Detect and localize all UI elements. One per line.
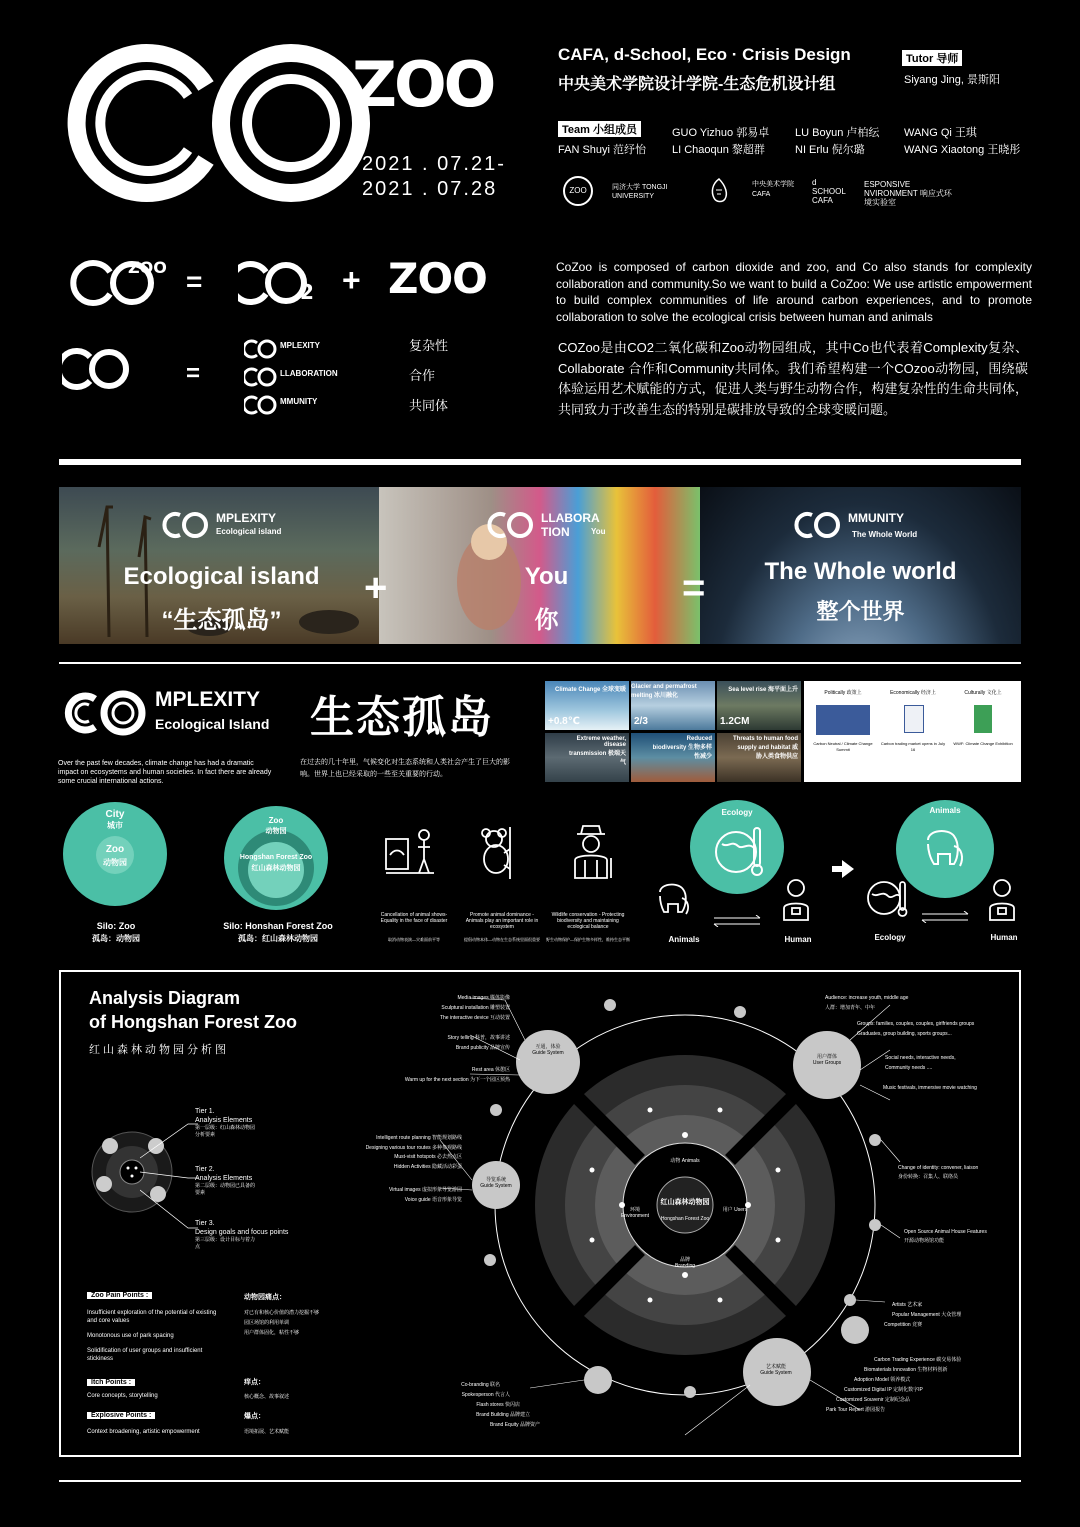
- diagram-center-en: Hongshan Forest Zoo: [660, 1216, 710, 1222]
- formula-lhs-zoo: ZOO: [128, 258, 167, 277]
- formula-equals: =: [186, 266, 203, 297]
- team-member: LI Chaoqun 黎超群: [672, 144, 765, 156]
- banner-logo-community: [792, 508, 932, 542]
- tier-desc: Analysis Elements: [195, 1175, 253, 1182]
- bidirectional-arrow-icon: [920, 910, 970, 922]
- banner-title-cn: 你: [534, 607, 559, 634]
- stage-caption-cn: 提倡动物本体—动物在生态系统里面很重要: [464, 937, 540, 942]
- action-text: WWF: Climate Change Exhibition: [953, 741, 1013, 746]
- silo-outer-label-cn: 城市: [107, 821, 123, 830]
- partner-logo-responsive: ESPONSIVE NVIRONMENT 响应式环境实验室: [864, 180, 952, 207]
- globe-thermometer-icon: [710, 820, 766, 882]
- annotation: Customized Souvenir 定制纪念品: [836, 1397, 910, 1403]
- action-text: Carbon trading market opens in July 16: [880, 741, 946, 752]
- formula-item-cn: 合作: [409, 368, 436, 383]
- formula-zoo: ZOO: [388, 254, 487, 303]
- diagram-ring-label: 用户 Users: [722, 1207, 748, 1213]
- complexity-text-en: Over the past few decades, climate change has had a dramatic impact on ecosystems and human societies. In fact there are already some crucial international actions.: [58, 760, 272, 785]
- arrow-right-icon: [832, 860, 854, 878]
- node-cn: 用户群体: [816, 1054, 837, 1060]
- banner-sub: You: [591, 527, 606, 536]
- analysis-title-line2: of Hongshan Forest Zoo: [89, 1012, 297, 1032]
- annotation-group-left-top: [340, 993, 510, 1085]
- person-icon: [986, 878, 1018, 922]
- tier-cn: 第一层级：红山森林动物园分析要素: [195, 1125, 256, 1138]
- thumb-title: Extreme weather, disease transmission 极端天气: [568, 736, 626, 766]
- climate-thumb: [631, 733, 715, 782]
- diagram-node-label: [746, 1363, 806, 1376]
- tier-name: Tier 1.: [195, 1108, 215, 1115]
- thumb-title: Sea level rise 海平面上升: [728, 687, 798, 693]
- date-start: 2021 . 07.21-: [362, 153, 506, 175]
- analysis-title-cn: 红山森林动物园分析图: [89, 1044, 229, 1056]
- person-icon: [780, 878, 812, 922]
- annotation-group-right-bottom: [826, 1300, 1020, 1415]
- team-label: Team 小组成员: [558, 121, 641, 137]
- annotation: Must-visit hotspots 必去热点区: [394, 1154, 462, 1160]
- pain-point: Insufficient exploration of the potential of existing and core values: [87, 1310, 217, 1324]
- tutor-label: Tutor 导师: [902, 50, 962, 66]
- tier-name: Tier 2.: [195, 1166, 215, 1173]
- team-member: LU Boyun 卢柏纭: [795, 127, 880, 139]
- silo-caption: Silo: Zoo: [96, 921, 136, 931]
- explosive-points-cn: 语境拓展、艺术赋能: [244, 1429, 290, 1435]
- annotation: Sculptural installation 雕塑装置: [441, 1005, 510, 1011]
- annotation-group-left-bottom: [410, 1380, 540, 1430]
- annotation: Rest area 休憩区: [471, 1067, 510, 1073]
- itch-label: Itch Points :: [87, 1379, 135, 1386]
- itch-points: Core concepts, storytelling: [87, 1393, 158, 1399]
- silo-caption-cn: 孤岛：动物园: [92, 934, 140, 943]
- partner-logo-dschool: d SCHOOL CAFA: [812, 178, 846, 205]
- formula-item-suffix: MPLEXITY: [280, 341, 321, 350]
- formula-item-collaboration: [244, 366, 404, 388]
- elephant-icon: [922, 824, 970, 872]
- itch-label-cn: 痒点：: [244, 1379, 265, 1386]
- annotation: Carbon Trading Experience 碳交易体验: [874, 1357, 962, 1363]
- team-member: GUO Yizhuo 郭易卓: [672, 127, 770, 139]
- pain-point-cn: 用户群体固化，粘性不够: [244, 1330, 300, 1336]
- diagram-ring-label: 环境 Environment: [620, 1207, 650, 1219]
- stage-caption-cn: 野生动物保护—保护生物多样性，维持生态平衡: [546, 937, 630, 942]
- formula-item-cn: 复杂性: [409, 338, 449, 353]
- annotation: Media images 媒体影像: [457, 995, 510, 1001]
- node-cn: 导览系统: [485, 1177, 506, 1183]
- zookeeper-icon: [565, 824, 617, 882]
- action-image: [816, 705, 870, 735]
- team-member: FAN Shuyi 范纾怡: [558, 144, 647, 156]
- annotation: The interactive device 互动装置: [439, 1015, 510, 1021]
- silo-inner-label: Zoo: [105, 844, 125, 855]
- bidirectional-arrow-icon: [712, 914, 762, 926]
- annotation: Music festivals, immersive movie watching: [883, 1085, 977, 1091]
- banner-operator-equals: =: [682, 566, 706, 610]
- action-title: Economically 经济上: [890, 690, 936, 696]
- banner-suffix: MMUNITY: [848, 511, 904, 525]
- relation-top-label: Animals: [929, 806, 961, 815]
- annotation: Park Tour Report 游园报告: [826, 1407, 886, 1413]
- itch-points-cn: 核心概念、故事叙述: [244, 1394, 290, 1400]
- formula-item-suffix: MMUNITY: [280, 397, 318, 406]
- intro-en: CoZoo is composed of carbon dioxide and zoo, and Co also stands for complexity collaboration and community.So we want to build a CoZoo: We use artistic empowerment to build complex communities of life around carbon experiences, and to promote collaboration to solve the ecological crisis between human and animals: [556, 260, 1032, 324]
- international-actions-panel: [804, 681, 1021, 782]
- relation-top-label: Ecology: [721, 808, 753, 817]
- action-title: Politically 政策上: [824, 690, 862, 696]
- annotation-group-left-mid: [330, 1134, 462, 1205]
- divider: [59, 1480, 1021, 1482]
- silo-outer-label: City: [105, 809, 125, 820]
- annotation: Change of identity: convener, liaison: [898, 1165, 979, 1171]
- banner-title: Ecological island: [123, 563, 320, 590]
- stage-caption-cn: 取消动物表演—灾难面前平等: [388, 937, 440, 942]
- silo-inner-label-cn: 红山森林动物园: [251, 865, 301, 872]
- silo-inner-label: Hongshan Forest Zoo: [239, 854, 313, 861]
- thumb-value: 1.2CM: [720, 716, 750, 727]
- tier-label: [195, 1165, 259, 1197]
- tier-cn: 第三层级：设计目标与着力点: [195, 1237, 256, 1250]
- thumb-title: Reduced biodiversity 生物多样性减少: [652, 736, 712, 760]
- silo-zoo-hongshan-diagram: [224, 806, 328, 910]
- annotation: Groups: families, couples, couples, girlfriends groups: [857, 1021, 975, 1027]
- banner-title-cn: “生态孤岛”: [161, 607, 282, 634]
- annotation: Social needs, interactive needs,: [885, 1055, 956, 1061]
- diagram-center-cn: 红山森林动物园: [660, 1199, 710, 1206]
- tier-cn: 第二层级：动物园已具备的要素: [195, 1183, 256, 1196]
- node-en: Guide System: [532, 1050, 564, 1056]
- annotation: 人群：增加青年、中年: [825, 1005, 876, 1011]
- silo-outer-label-cn: 动物园: [265, 828, 287, 835]
- banner-operator-plus: +: [364, 566, 388, 610]
- elephant-icon: [654, 878, 694, 918]
- formula-item-community: [244, 394, 404, 416]
- annotation: Co-branding 联名: [461, 1382, 500, 1388]
- stage-caption: Wildlife conservation - Protecting biodiversity and maintaining ecological balance: [551, 912, 625, 930]
- main-logo: [56, 38, 376, 208]
- analysis-title-line1: Analysis Diagram: [89, 988, 241, 1008]
- node-en: User Groups: [812, 1060, 842, 1066]
- logo-zoo: ZOO: [352, 48, 494, 121]
- pain-point-cn: 园区场馆的利用单调: [244, 1320, 290, 1326]
- tier-desc: Analysis Elements: [195, 1117, 253, 1124]
- thumb-title: Threats to human food supply and habitat 威胁人类食物供应: [733, 736, 798, 760]
- climate-thumb: [545, 733, 629, 782]
- partner-logo-tongji: 同济大学 TONGJI UNIVERSITY: [612, 184, 668, 200]
- intro-cn: COZoo是由CO2二氧化碳和Zoo动物园组成，其中Co也代表着Complexity复杂、Collaborate 合作和Community共同体。我们希望构建一个COzoo动物园，围绕碳体验运用艺术赋能的方式，促进人类与野生动物合作，构建复杂性的生命共同体，共同致力于改善生态的特别是碳排放导致的全球变暖问题。: [558, 340, 1028, 417]
- annotation: Designing various tour routes 多种参观路线: [365, 1144, 462, 1151]
- banner-logo-collaboration: [485, 508, 625, 542]
- annotation: Community needs ....: [885, 1065, 933, 1071]
- thumb-title: Glacier and permafrost melting 冰川融化: [631, 684, 697, 699]
- banner-title-cn: 整个世界: [816, 599, 905, 624]
- relation-left-label: Ecology: [874, 933, 906, 942]
- annotation: Open Source Animal House Features: [904, 1229, 987, 1235]
- tier-legend-connectors: [140, 1110, 200, 1240]
- action-title: Culturally 文化上: [964, 690, 1002, 696]
- annotation: Hidden Activities 隐藏活动彩蛋: [393, 1163, 462, 1170]
- annotation: Adoption Model 领养模式: [854, 1377, 911, 1383]
- climate-thumb: [717, 733, 801, 782]
- explosive-points: Context broadening, artistic empowerment: [87, 1429, 200, 1435]
- annotation: Artists 艺术家: [892, 1302, 923, 1308]
- relation-right-label: Human: [990, 933, 1018, 942]
- formula-item-cn: 共同体: [409, 398, 449, 413]
- banner-title: You: [524, 563, 569, 590]
- annotation: 身份转换：召集人、联络员: [898, 1174, 959, 1180]
- annotation: Virtual images 虚拟形象导览游园: [389, 1187, 462, 1193]
- divider: [59, 459, 1021, 465]
- silo-caption-cn: 孤岛：红山森林动物园: [238, 934, 318, 943]
- pain-point-cn: 对已有和核心价值的潜力挖掘不够: [244, 1310, 320, 1316]
- formula-item-complexity: [244, 338, 404, 360]
- annotation: Flash stores 快闪店: [476, 1402, 520, 1408]
- silo-city-zoo-diagram: [63, 802, 167, 906]
- annotation: Spokesperson 代言人: [461, 1392, 510, 1398]
- formula-equals-2: =: [186, 360, 201, 387]
- diagram-ring-label: 品牌 Branding: [674, 1257, 695, 1269]
- relation-right-label: Human: [784, 935, 812, 944]
- node-cn: 艺术赋能: [765, 1364, 786, 1370]
- pain-label-cn: 动物园痛点：: [244, 1294, 286, 1301]
- annotation: Warm up for the next section 为下一个园区预热: [404, 1077, 510, 1083]
- team-member: WANG Qi 王琪: [904, 127, 977, 139]
- institution-en: CAFA, d-School, Eco · Crisis Design: [558, 45, 851, 64]
- animal-show-icon: [382, 825, 438, 881]
- climate-thumb: [717, 681, 801, 730]
- annotation: Intelligent route planning 智能规划路线: [376, 1135, 462, 1141]
- complexity-logo: [55, 688, 295, 738]
- explosive-label-cn: 爆点：: [244, 1413, 265, 1420]
- banner-suffix: LLABORA TION: [541, 511, 600, 539]
- diagram-node-label: [518, 1043, 578, 1056]
- diagram-ring-label: 动物 Animals: [670, 1158, 700, 1164]
- action-text: Carbon Neutral / Climate Change Summit: [813, 741, 873, 752]
- relation-diagram-ecology: [654, 800, 838, 946]
- annotation: Competition 竞赛: [884, 1322, 923, 1328]
- silo-caption: Silo: Honshan Forest Zoo: [223, 921, 333, 931]
- action-image: [904, 705, 924, 733]
- annotation: 开源动物场馆功能: [904, 1238, 945, 1244]
- date-end: 2021 . 07.28: [362, 178, 498, 200]
- partner-logo-cafa: 中央美术学院 CAFA: [752, 181, 794, 198]
- tier-label: [195, 1107, 259, 1139]
- pain-label: Zoo Pain Points :: [87, 1292, 152, 1299]
- globe-thermometer-icon: [866, 878, 910, 918]
- silo-inner-label-cn: 动物园: [103, 858, 127, 867]
- pain-point: Monotonous use of park spacing: [87, 1333, 174, 1339]
- banner-logo-complexity: [160, 508, 300, 542]
- thumb-value: 2/3: [634, 716, 648, 727]
- annotation: Story telling 科普，故事讲述: [447, 1035, 510, 1041]
- tutor-name: Siyang Jing, 景斯阳: [904, 74, 1000, 86]
- tier-label: [195, 1219, 288, 1251]
- institution-cn: 中央美术学院设计学院-生态危机设计组: [558, 76, 836, 93]
- formula-plus: +: [342, 262, 361, 298]
- complexity-text-cn: 在过去的几十年里，气候变化对生态系统和人类社会产生了巨大的影响。世界上也已经采取的一些至关重要的行动。: [300, 759, 510, 778]
- formula-co-logo: [62, 344, 132, 394]
- complexity-title-cn: 生态孤岛: [310, 693, 494, 742]
- annotation-group-right-mid: [898, 1164, 1018, 1246]
- annotation: Customized Digital IP 定制化数字IP: [844, 1387, 923, 1393]
- relation-left-label: Animals: [668, 935, 700, 944]
- tier-name: Tier 3.: [195, 1220, 215, 1227]
- stage-caption: Cancellation of animal shows-Equality in the face of disaster: [380, 912, 448, 924]
- thumb-title: Climate Change 全球变暖: [554, 687, 626, 693]
- banner-title: The Whole world: [764, 558, 957, 585]
- annotation: Brand Building 品牌建立: [476, 1412, 530, 1418]
- annotation: Brand publicity 品牌宣传: [455, 1045, 510, 1051]
- annotation-group-right-top: [825, 993, 1015, 1093]
- action-image: [974, 705, 992, 733]
- node-en: Guide System: [760, 1370, 792, 1376]
- formula-item-suffix: LLABORATION: [280, 369, 338, 378]
- annotation: Graduates, group building, sports groups...: [857, 1031, 952, 1037]
- tier-desc: Design goals and focus points: [195, 1229, 289, 1236]
- silo-outer-label: Zoo: [268, 816, 284, 825]
- complexity-suffix: MPLEXITY: [155, 688, 261, 711]
- formula-co2-subscript: 2: [300, 280, 314, 304]
- divider: [59, 662, 1021, 664]
- relation-diagram-animals: [862, 800, 1032, 946]
- annotation: Audience: increase youth, middle age: [825, 995, 909, 1001]
- explosive-label: Explosive Points :: [87, 1412, 155, 1419]
- diagram-node-label: [466, 1176, 526, 1189]
- annotation: Brand Equity 品牌资产: [489, 1422, 540, 1428]
- node-cn: 互通，体验: [535, 1044, 561, 1050]
- partner-logo-emblem-icon: [708, 178, 730, 204]
- thumb-value: +0.8℃: [548, 716, 580, 727]
- team-member: NI Erlu 倪尔璐: [795, 144, 865, 156]
- koala-icon: [478, 825, 526, 881]
- annotation: Popular Management 大众管理: [892, 1312, 962, 1318]
- stage-caption: Promote animal dominance - Animals play an important role in ecosystem: [465, 912, 539, 930]
- annotation: Voice guide 语音形象导览: [404, 1196, 462, 1203]
- complexity-sub: Ecological Island: [155, 716, 270, 732]
- banner-sub: The Whole World: [852, 530, 918, 539]
- banner-sub: Ecological island: [216, 527, 282, 536]
- climate-thumb: [545, 681, 629, 730]
- climate-thumb: [631, 681, 715, 730]
- annotation: Biomaterials Innovation 生物材料创新: [864, 1367, 948, 1373]
- node-en: Guide System: [480, 1183, 512, 1189]
- team-member: WANG Xiaotong 王晓彤: [904, 144, 1021, 156]
- banner-suffix: MPLEXITY: [216, 511, 277, 525]
- partner-logo-zoo: ZOO: [563, 176, 593, 206]
- pain-point: Solidification of user groups and insufficient stickiness: [87, 1348, 203, 1362]
